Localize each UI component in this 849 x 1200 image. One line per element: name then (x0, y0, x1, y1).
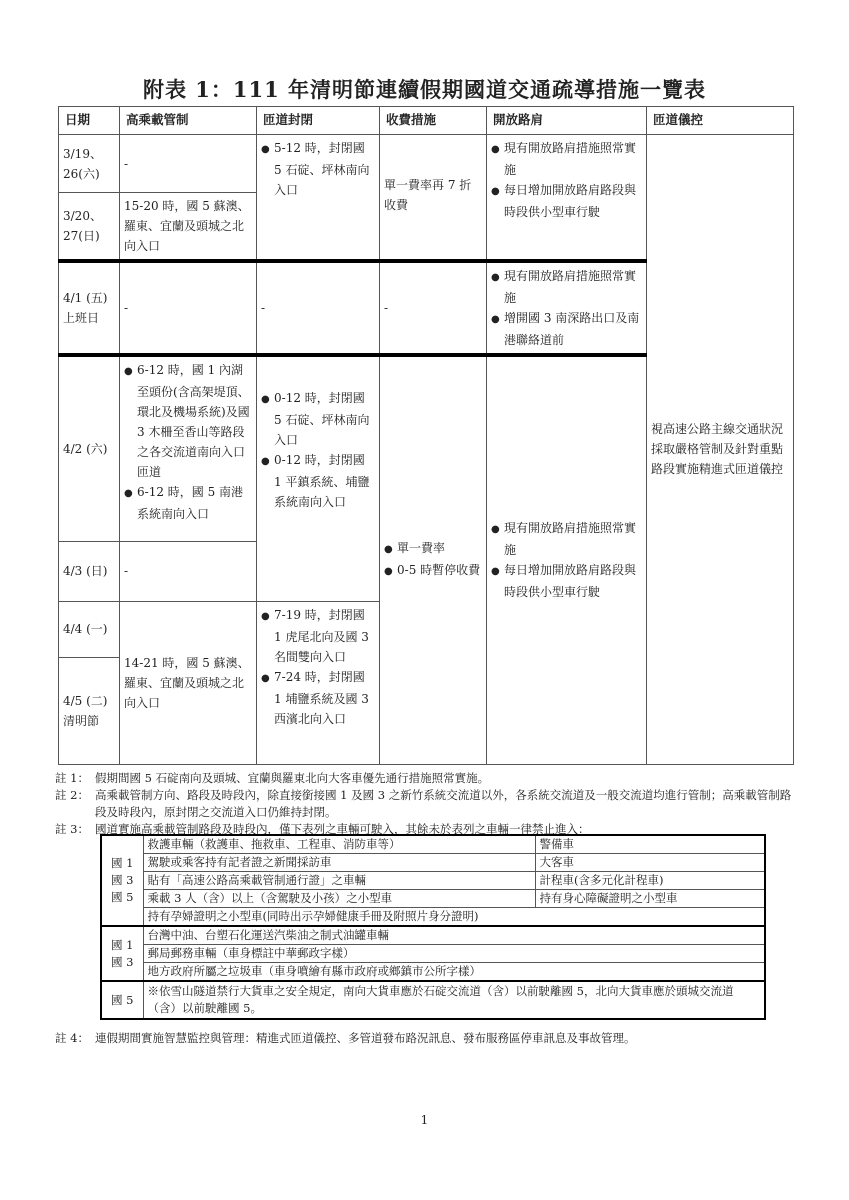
vehicle-cell: 救護車輛（救護車、拖救車、工程車、消防車等） (143, 835, 535, 854)
table-row (101, 945, 765, 963)
shoulder-cell (487, 135, 647, 262)
ramp-item: ● 5-12 時，封閉國 5 石碇、坪林南向入口 (261, 138, 375, 200)
note-label: 註 2： (55, 788, 89, 802)
note-text: 國道實施高乘載管制路段及時段內，僅下表列之車輛可駛入，其餘未於表列之車輛一律禁止進入： (95, 822, 590, 836)
toll-item: ● 0-5 時暫停收費 (384, 560, 482, 582)
ramp-item: ● 0-12 時，封閉國 1 平鎮系統、埔鹽系統南向入口 (261, 450, 375, 512)
date-cell: 4/3 (日) (59, 541, 120, 601)
vehicle-cell: 台灣中油、台塑石化運送汽柴油之制式油罐車輛 (143, 926, 765, 945)
date-cell: 3/19、26(六) (59, 135, 120, 193)
vehicle-cell: 郵局郵務車輛（車身標註中華郵政字樣） (143, 945, 765, 963)
table-row (101, 981, 765, 1019)
date-cell: 4/5 (二) 清明節 (59, 657, 120, 764)
shoulder-cell (487, 261, 647, 355)
note-text: 高乘載管制方向、路段及時段內，除直接銜接國 1 及國 3 之新竹系統交流道以外，各系統交流道及一般交流道均進行管制；高乘載管制路段及時段內，原封閉之交流道入口仍維持封閉。 (95, 788, 792, 819)
hov-cell: - (120, 261, 257, 355)
vehicle-cell: 持有身心障礙證明之小型車 (535, 890, 765, 908)
shoulder-item: ● 現有開放路肩措施照常實施 (491, 518, 642, 560)
group-label: 國 1 國 3 國 5 (101, 835, 143, 926)
toll-cell: - (380, 261, 487, 355)
note-text: 假期間國 5 石碇南向及頭城、宜蘭與羅東北向大客車優先通行措施照常實施。 (95, 771, 490, 785)
toll-cell: 單一費率再 7 折收費 (380, 135, 487, 262)
group-label: 國 1 國 3 (101, 926, 143, 981)
table-row (101, 926, 765, 945)
hov-cell: - (120, 135, 257, 193)
header-hov: 高乘載管制 (120, 107, 257, 135)
header-date: 日期 (59, 107, 120, 135)
date-cell: 4/4 (一) (59, 601, 120, 657)
table-row (101, 963, 765, 982)
note-1 (55, 770, 795, 787)
header-toll: 收費措施 (380, 107, 487, 135)
ramp-cell (257, 355, 380, 601)
table-row (101, 854, 765, 872)
note-label: 註 3： (55, 822, 89, 836)
ramp-cell: - (257, 261, 380, 355)
ramp-cell (257, 601, 380, 764)
vehicle-cell: 地方政府所屬之垃圾車（車身噴繪有縣市政府或鄉鎮市公所字樣） (143, 963, 765, 982)
vehicle-cell: ※依雪山隧道禁行大貨車之安全規定，南向大貨車應於石碇交流道（含）以前駛離國 5，北向大貨車應於頭城交流道（含）以前駛離國 5。 (143, 981, 765, 1019)
hov-item: ● 6-12 時，國 1 內湖至頭份(含高架堤頂、環北及機場系統)及國 3 木柵至香山等路段之各交流道南向入口匝道 (124, 360, 252, 482)
vehicle-cell: 大客車 (535, 854, 765, 872)
group-label: 國 5 (101, 981, 143, 1019)
table-row (101, 872, 765, 890)
toll-cell (380, 355, 487, 764)
hov-cell: 14-21 時，國 5 蘇澳、羅東、宜蘭及頭城之北向入口 (120, 601, 257, 764)
vehicle-table (100, 834, 766, 1020)
date-cell: 4/2 (六) (59, 355, 120, 541)
note-2 (55, 787, 795, 821)
header-meter: 匝道儀控 (647, 107, 794, 135)
shoulder-item: ● 每日增加開放路肩路段與時段供小型車行駛 (491, 180, 642, 222)
vehicle-cell: 貼有「高速公路高乘載管制通行證」之車輛 (143, 872, 535, 890)
note-label: 註 4： (55, 1031, 89, 1045)
table-row (59, 135, 794, 193)
header-ramp: 匝道封閉 (257, 107, 380, 135)
shoulder-item: ● 增開國 3 南深路出口及南港聯絡道前 (491, 308, 642, 350)
note-4 (55, 1027, 795, 1049)
shoulder-cell (487, 355, 647, 764)
notes (55, 770, 795, 838)
ramp-item: ● 7-24 時，封閉國 1 埔鹽系統及國 3 西濱北向入口 (261, 667, 375, 729)
vehicle-cell: 警備車 (535, 835, 765, 854)
table-row (101, 908, 765, 927)
page-number: 1 (420, 1113, 429, 1127)
shoulder-item: ● 每日增加開放路肩路段與時段供小型車行駛 (491, 560, 642, 602)
measures-table (58, 106, 794, 765)
table-row (101, 890, 765, 908)
toll-item: ● 單一費率 (384, 538, 482, 560)
hov-item: ● 6-12 時，國 5 南港系統南向入口 (124, 482, 252, 524)
header-shoulder: 開放路肩 (487, 107, 647, 135)
vehicle-cell: 持有孕婦證明之小型車(同時出示孕婦健康手冊及附照片身分證明) (143, 908, 765, 927)
ramp-item: ● 0-12 時，封閉國 5 石碇、坪林南向入口 (261, 388, 375, 450)
date-cell: 4/1 (五) 上班日 (59, 261, 120, 355)
meter-cell: 視高速公路主線交通狀況採取嚴格管制及針對重點路段實施精進式匝道儀控 (647, 135, 794, 765)
header-row (59, 107, 794, 135)
note-label: 註 1： (55, 771, 89, 785)
table-row (101, 835, 765, 854)
note-text: 連假期間實施智慧監控與管理：精進式匝道儀控、多管道發布路況訊息、發布服務區停車訊息及事故管理。 (95, 1031, 636, 1045)
shoulder-item: ● 現有開放路肩措施照常實施 (491, 138, 642, 180)
hov-cell: - (120, 541, 257, 601)
shoulder-item: ● 現有開放路肩措施照常實施 (491, 266, 642, 308)
vehicle-cell: 乘載 3 人（含）以上（含駕駛及小孩）之小型車 (143, 890, 535, 908)
notes-bottom (55, 1027, 795, 1049)
page-title: 附表 1：111 年清明節連續假期國道交通疏導措施一覽表 (142, 77, 707, 102)
ramp-item: ● 7-19 時，封閉國 1 虎尾北向及國 3 名間雙向入口 (261, 605, 375, 667)
vehicle-cell: 駕駛或乘客持有記者證之新聞採訪車 (143, 854, 535, 872)
hov-cell: 15-20 時，國 5 蘇澳、羅東、宜蘭及頭城之北向入口 (120, 193, 257, 262)
date-cell: 3/20、27(日) (59, 193, 120, 262)
vehicle-cell: 計程車(含多元化計程車) (535, 872, 765, 890)
ramp-cell (257, 135, 380, 262)
hov-cell (120, 355, 257, 541)
